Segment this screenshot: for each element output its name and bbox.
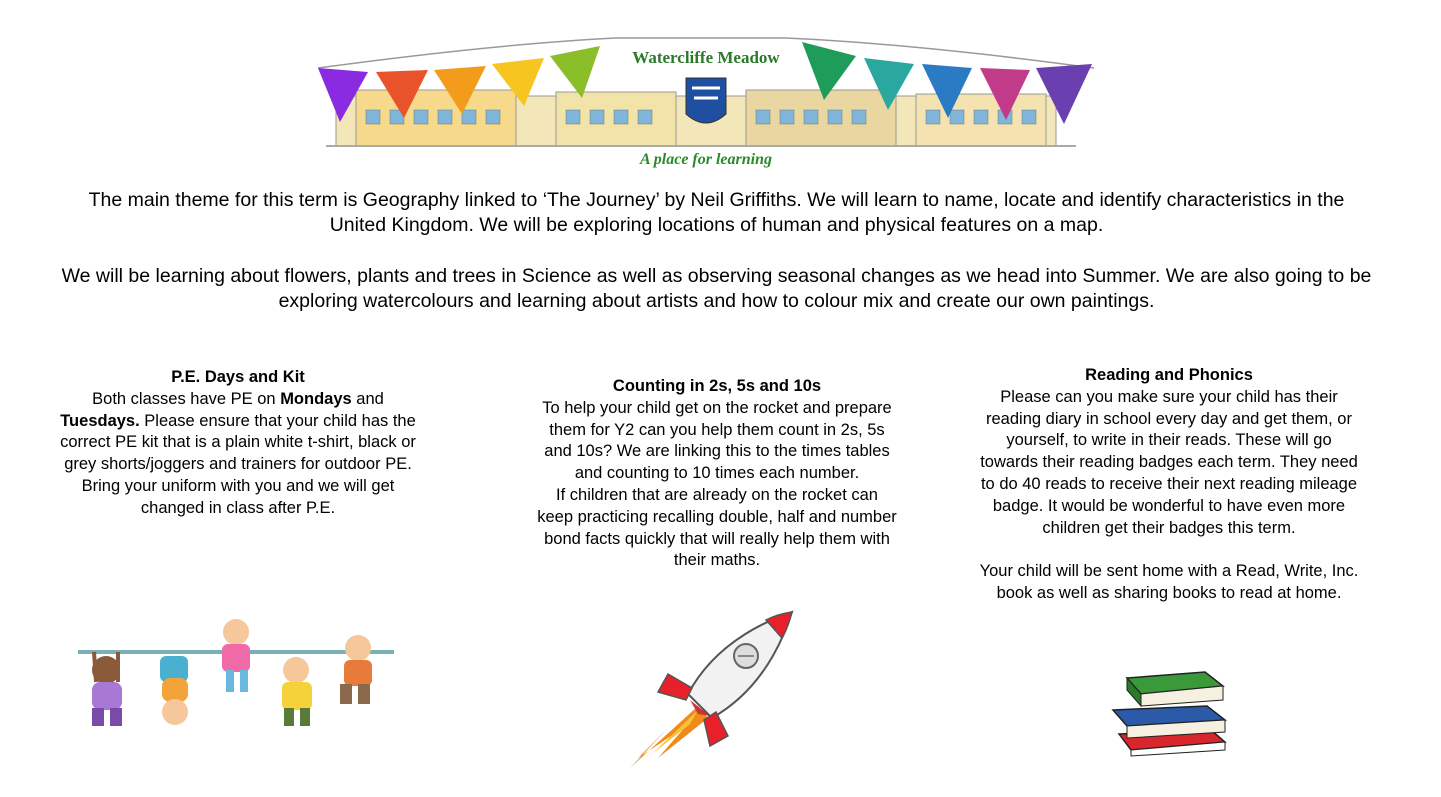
books-stack-icon <box>1101 660 1239 760</box>
reading-section <box>978 365 1360 605</box>
pe-day-monday: Mondays <box>280 389 352 408</box>
counting-paragraph-2: If children that are already on the rocket can keep practicing recalling double, half and number bond facts quickly that will really help them with their maths. <box>537 485 897 570</box>
pe-section <box>52 367 424 520</box>
reading-paragraph-1: Please can you make sure your child has their reading diary in school every day and get them, or yourself, to write in their reads. These will go towards their reading badges each term. They need to do 40 reads to receive their next reading mileage badge. It would be wonderful to have even more children get their badges this term. <box>980 387 1358 537</box>
school-banner <box>316 14 1096 174</box>
intro-paragraph-science: We will be learning about flowers, plants and trees in Science as well as observing seasonal changes as we head into Summer. We are also going to be exploring watercolours and learning about artists and how to colour mix and create our own paintings. <box>61 265 1372 312</box>
counting-paragraph-1: To help your child get on the rocket and prepare them for Y2 can you help them count in 2s, 5s and 10s? We are linking this to the times tables and counting to 10 times each number. <box>542 398 892 483</box>
counting-section <box>536 376 898 572</box>
rocket-icon <box>628 608 798 770</box>
counting-heading: Counting in 2s, 5s and 10s <box>612 377 822 395</box>
intro-paragraph-geography: The main theme for this term is Geography linked to ‘The Journey’ by Neil Griffiths. We will learn to name, locate and identify characteristics in the United Kingdom. We will be exploring locations of human and physical features on a map. <box>88 189 1345 236</box>
reading-heading: Reading and Phonics <box>1085 366 1253 384</box>
school-building-illustration <box>316 14 1096 174</box>
pe-heading: P.E. Days and Kit <box>171 368 305 386</box>
reading-paragraph-2: Your child will be sent home with a Read, Write, Inc. book as well as sharing books to read at home. <box>979 562 1359 602</box>
school-tagline: A place for learning <box>639 151 772 168</box>
school-name: Watercliffe Meadow <box>632 48 780 67</box>
pe-day-tuesday: Tuesdays. <box>60 411 140 430</box>
pe-text: Both classes have PE on Mondays and Tuesdays. Please ensure that your child has the correct PE kit that is a plain white t-shirt, black or grey shorts/joggers and trainers for outdoor PE. Bring your uniform with you and we will get changed in class after P.E. <box>60 389 416 517</box>
children-hanging-illustration <box>78 612 398 736</box>
